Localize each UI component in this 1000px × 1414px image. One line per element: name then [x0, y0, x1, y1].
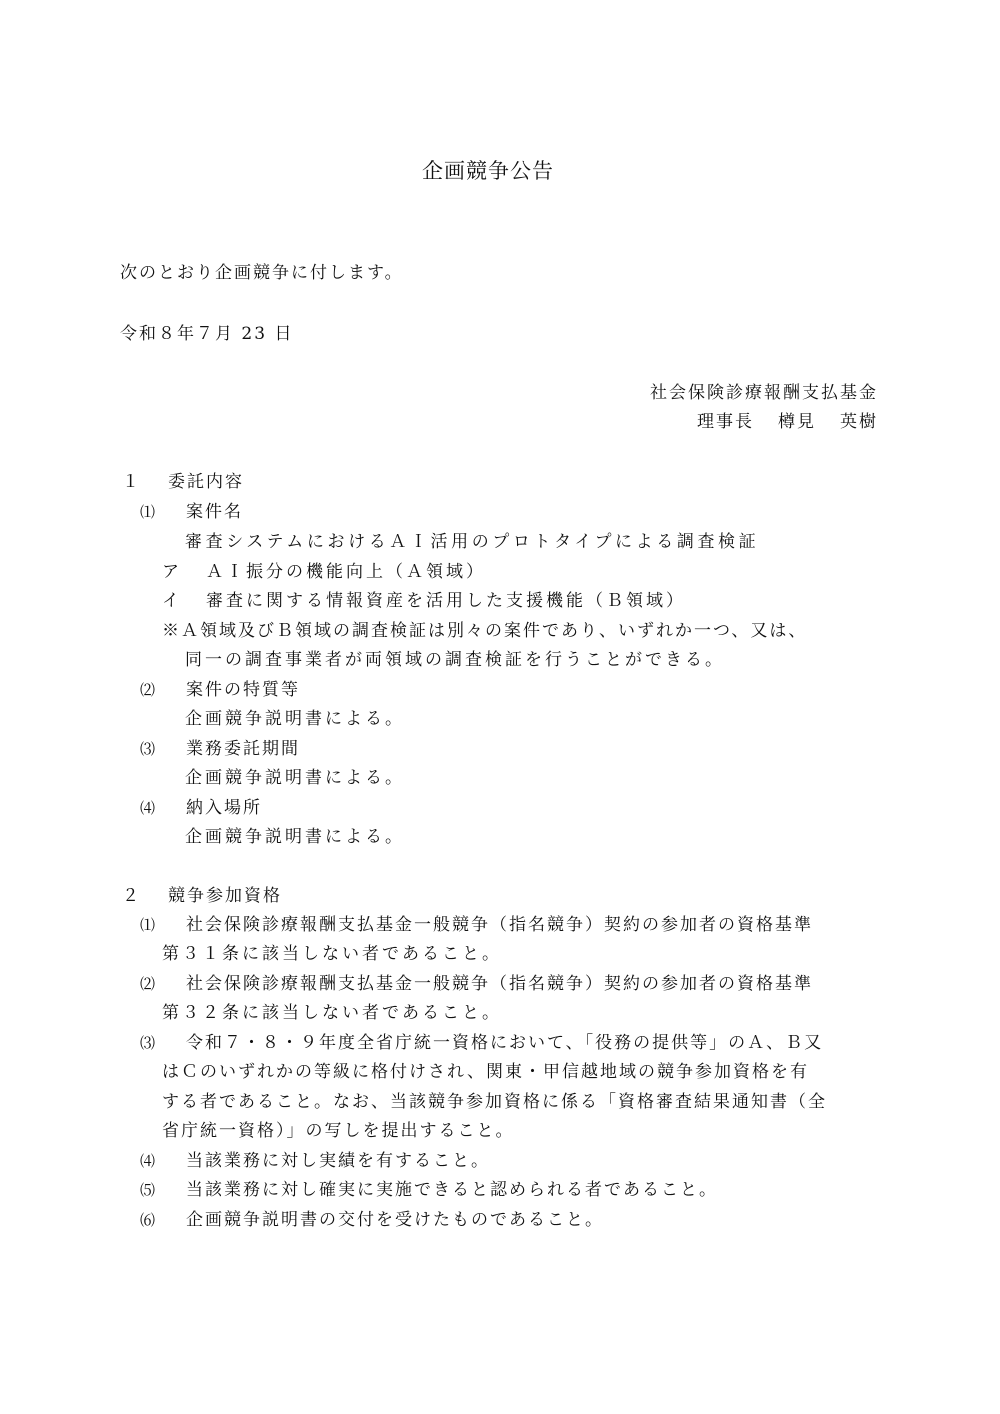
s2-item-3-text: 令和７・８・９年度全省庁統一資格において、「役務の提供等」のＡ、Ｂ又 — [186, 1033, 824, 1053]
s1-item-4-title: 納入場所 — [186, 798, 262, 818]
s1-item-2-number: ⑵ — [140, 681, 158, 699]
s2-item-5-number: ⑸ — [140, 1181, 158, 1199]
s2-item-2-line-2: 第３２条に該当しない者であること。 — [162, 1003, 502, 1023]
s1-item-3-title: 業務委託期間 — [186, 739, 300, 759]
issuer-title: 理事長 — [697, 412, 754, 432]
s1-item-4-number: ⑷ — [140, 799, 158, 817]
s1-item-1-number: ⑴ — [140, 503, 158, 521]
s1-item-3-heading — [140, 741, 300, 758]
area-b-marker: イ — [162, 591, 182, 611]
area-a-marker: ア — [162, 562, 182, 582]
area-b-line — [162, 593, 686, 610]
section-1-title: 委託内容 — [168, 472, 244, 492]
section-2-title: 競争参加資格 — [168, 886, 282, 906]
s2-item-1-line-2: 第３１条に該当しない者であること。 — [162, 944, 502, 964]
s2-item-3-line-1 — [140, 1035, 823, 1052]
s2-item-2-number: ⑵ — [140, 975, 158, 993]
section-1-number: １ — [122, 472, 141, 492]
intro-text: 次のとおり企画競争に付します。 — [120, 263, 404, 283]
s1-item-1-title: 案件名 — [186, 502, 243, 522]
case-name-text: 審査システムにおけるＡＩ活用のプロトタイプによる調査検証 — [185, 532, 760, 552]
s1-item-2-heading — [140, 682, 300, 699]
s2-item-3-number: ⑶ — [140, 1034, 158, 1052]
area-b-text: 審査に関する情報資産を活用した支援機能（Ｂ領域） — [206, 591, 686, 611]
s2-item-1-line-1 — [140, 917, 813, 934]
section-1-heading — [122, 474, 244, 491]
s1-item-4-body: 企画競争説明書による。 — [185, 827, 405, 847]
document-title: 企画競争公告 — [422, 159, 554, 183]
s2-item-2-text: 社会保険診療報酬支払基金一般競争（指名競争）契約の参加者の資格基準 — [186, 974, 813, 994]
s1-item-4-heading — [140, 800, 262, 817]
date-text: 令和８年７月 23 日 — [120, 324, 294, 344]
s1-item-2-title: 案件の特質等 — [186, 680, 300, 700]
s2-item-1-number: ⑴ — [140, 916, 158, 934]
s2-item-5-line — [140, 1182, 718, 1199]
s1-item-2-body: 企画競争説明書による。 — [185, 709, 405, 729]
issuer-given-name: 英樹 — [840, 412, 878, 432]
s2-item-6-number: ⑹ — [140, 1211, 158, 1229]
s2-item-4-line — [140, 1153, 490, 1170]
area-a-line — [162, 564, 486, 581]
s2-item-1-text: 社会保険診療報酬支払基金一般競争（指名競争）契約の参加者の資格基準 — [186, 915, 813, 935]
s2-item-2-line-1 — [140, 976, 813, 993]
s1-item-1-heading — [140, 504, 243, 521]
issuer-surname: 樽見 — [778, 412, 816, 432]
s2-item-5-text: 当該業務に対し確実に実施できると認められる者であること。 — [186, 1180, 718, 1200]
note-line-1: ※Ａ領域及びＢ領域の調査検証は別々の案件であり、いずれか一つ、又は、 — [162, 621, 808, 641]
note-line-2: 同一の調査事業者が両領域の調査検証を行うことができる。 — [185, 650, 725, 670]
s1-item-3-body: 企画競争説明書による。 — [185, 768, 405, 788]
s2-item-3-line-3: する者であること。なお、当該競争参加資格に係る「資格審査結果通知書（全 — [162, 1092, 827, 1112]
s2-item-6-text: 企画競争説明書の交付を受けたものであること。 — [186, 1210, 604, 1230]
s2-item-3-line-4: 省庁統一資格）」の写しを提出すること。 — [162, 1121, 515, 1141]
issuer-person — [697, 414, 878, 431]
organization-name: 社会保険診療報酬支払基金 — [650, 383, 878, 403]
s2-item-4-number: ⑷ — [140, 1152, 158, 1170]
s2-item-3-line-2: はＣのいずれかの等級に格付けされ、関東・甲信越地域の競争参加資格を有 — [162, 1062, 810, 1082]
section-2-number: ２ — [122, 886, 141, 906]
s2-item-4-text: 当該業務に対し実績を有すること。 — [186, 1151, 490, 1171]
area-a-text: ＡＩ振分の機能向上（Ａ領域） — [206, 562, 486, 582]
section-2-heading — [122, 888, 282, 905]
s2-item-6-line — [140, 1212, 604, 1229]
s1-item-3-number: ⑶ — [140, 740, 158, 758]
